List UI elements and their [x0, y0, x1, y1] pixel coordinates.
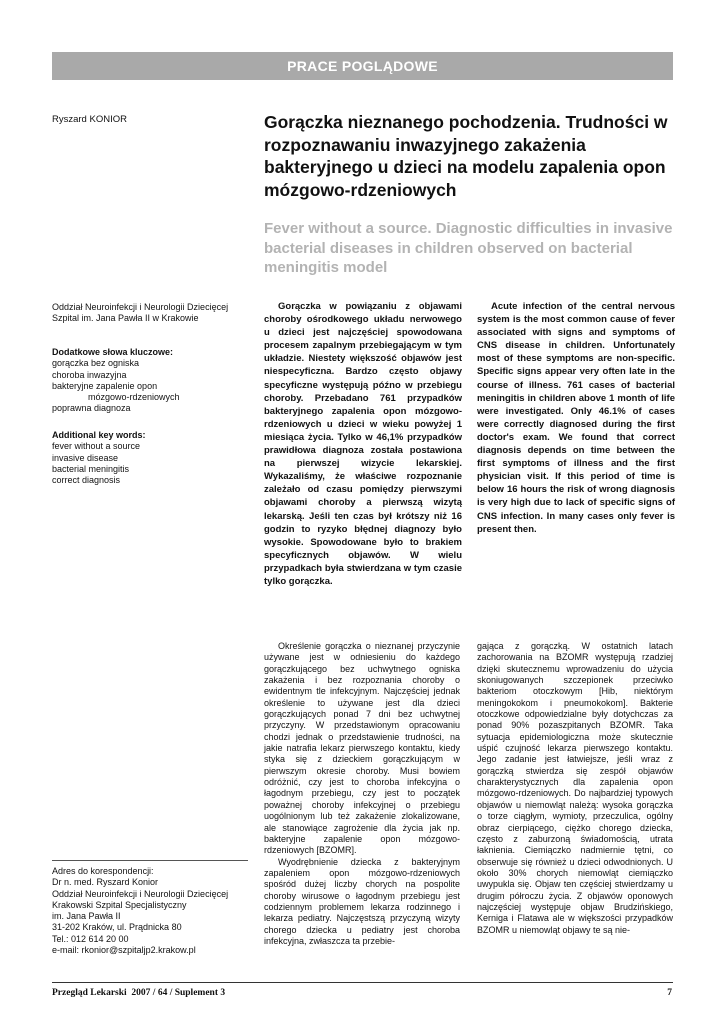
- keyword-item: choroba inwazyjna: [52, 369, 127, 380]
- author-name: Ryszard KONIOR: [52, 114, 127, 125]
- page-number: 7: [667, 988, 672, 998]
- keyword-item: bakteryjne zapalenie opon: [52, 380, 158, 391]
- correspondence-line: im. Jana Pawła II: [52, 911, 121, 922]
- footer-divider: [52, 982, 673, 983]
- keyword-item: bacterial meningitis: [52, 463, 130, 474]
- keywords-en-heading: Additional key words:: [52, 430, 146, 440]
- correspondence-line: Dr n. med. Ryszard Konior: [52, 877, 159, 888]
- article-title-en: Fever without a source. Diagnostic difficulties in invasive bacterial diseases in children observed on bacterial meningitis model: [264, 220, 673, 276]
- correspondence-address: [52, 866, 248, 956]
- keyword-item: fever without a source: [52, 441, 141, 452]
- affiliation-line: Szpital im. Jana Pawła II w Krakowie: [52, 313, 199, 324]
- correspondence-line: Oddział Neuroinfekcji i Neurologii Dziecięcej: [52, 888, 229, 899]
- body-paragraph: gająca z gorączką. W ostatnich latach zachorowania na BZOMR występują rzadziej dzięki skutecznemu wprowadzeniu do użycia skoniugowanych szczepionek przeciwko bakteriom otoczkowym [Hib, niektórym meningokokom i pneumokokom]. Bakterie otoczkowe odpowiedzialne były dotychczas za ponad 90% pozaszpitanych BZOMR. Taka sytuacja epidemiologiczna może skutecznie uśpić czujność lekarza pierwszego kontaktu. Jego zadanie jest łatwiejsze, jeśli wraz z gorączką stwierdza się zespół objawów charakterystycznych dla zapalenia opon mózgowo-rdzeniowych. Do najbardziej typowych objawów u niemowląt należą: wysoka gorączka o torze ciągłym, wymioty, przeczulica, ogólny obraz cierpiącego, ciężko chorego dziecka, często z zaburzoną świadomością, utrata łaknienia. Ciemiączko nadmiernie tętni, co obserwuje się również u dzieci odwodnionych. U około 30% chorych niemowląt ciemiączko uwypukla się. Objaw ten częściej stwierdzamy u drugim półroczu życia. Z objawów oponowych najczęściej występuje objaw Brudzińskiego, Kerniga i Flatawa ale w większości przypadków BZOMR u niemowląt objawy te są nie-: [477, 641, 673, 935]
- article-title-pl: Gorączka nieznanego pochodzenia. Trudności w rozpoznawaniu inwazyjnego zakażenia bakteryjnego u dzieci na modelu zapalenia opon mózgowo-rdzeniowych: [264, 112, 668, 200]
- correspondence-line: Adres do korespondencji:: [52, 866, 154, 876]
- abstract-pl: [264, 300, 462, 588]
- body-paragraph: Wyodrębnienie dziecka z bakteryjnym zapaleniem opon mózgowo-rdzeniowych spośród dużej liczby chorych na pospolite choroby wirusowe o łagodnym przebiegu jest codziennym problemem lekarza rodzinnego i lekarza pediatry. Najczęstszą przyczyną wizyty chorego dziecka u pediatry jest choroba infekcyjna, zwłaszcza ta przebie-: [264, 856, 460, 946]
- correspondence-divider: [52, 860, 248, 861]
- keyword-item: invasive disease: [52, 452, 119, 463]
- abstract-en-text: Acute infection of the central nervous system is the most common cause of fever associated with signs and symptoms of CNS disease in children. Unfortunately most of these symptoms are non-specific. Specific signs appear very often late in the course of illness. 761 cases of bacterial meningitis in children above 1 month of life were investigated. Only 46.1% of cases were correctly diagnosed during the first doctor's exam. We found that correct diagnosis depends on time between the first symptoms of illness and the first physician visit. If this period of time is below 16 hours the risk of wrong diagnosis is very high due to lack of specific signs of CNS infection. In many cases only fever is present then.: [477, 301, 675, 535]
- affiliation-line: Oddział Neuroinfekcji i Neurologii Dziecięcej: [52, 302, 229, 312]
- keyword-item: correct diagnosis: [52, 475, 121, 486]
- correspondence-line: Tel.: 012 614 20 00: [52, 933, 129, 944]
- keyword-item: mózgowo-rdzeniowych: [88, 392, 180, 403]
- journal-citation: Przegląd Lekarski 2007 / 64 / Suplement 3: [52, 988, 226, 998]
- keywords-pl: [52, 347, 248, 415]
- correspondence-line: Krakowski Szpital Specjalistyczny: [52, 899, 187, 910]
- abstract-en: [477, 300, 675, 536]
- keywords-pl-heading: Dodatkowe słowa kluczowe:: [52, 347, 174, 357]
- abstract-pl-text: Gorączka w powiązaniu z objawami choroby ośrodkowego układu nerwowego u dzieci jest najczęściej spowodowana procesem zapalnym przebiegającym w tym układzie. Niestety większość objawów jest niespecyficzna. Bardzo często objawy specyficzne występują późno w przebiegu choroby. Przebadano 761 przypadków bakteryjnego zapalenia opon mózgowo-rdzeniowych u dzieci w wieku powyżej 1 miesiąca życia. Tylko w 46,1% przypadków prawidłowa diagnoza została postawiona na pierwszej wizycie lekarskiej. Wykazaliśmy, że właściwe rozpoznanie zależało od czasu pomiędzy pierwszymi objawami choroby a pierwszą wizytą lekarską. Jeśli ten czas był krótszy niż 16 godzin to ryzyko błędnej diagnozy było wysokie. Spowodowane było to brakiem specyficznych objawów. W wielu przypadkach była stwierdzana w tym czasie tylko gorączka.: [264, 301, 462, 587]
- body-column-right: [477, 641, 673, 936]
- keyword-item: poprawna diagnoza: [52, 403, 131, 414]
- keyword-item: gorączka bez ogniska: [52, 358, 140, 369]
- section-banner: PRACE POGLĄDOWE: [52, 52, 673, 80]
- correspondence-line: 31-202 Kraków, ul. Prądnicka 80: [52, 922, 182, 933]
- body-paragraph: Określenie gorączka o nieznanej przyczynie używane jest w odniesieniu do każdego gorączkującego bez uchwytnego ogniska zakażenia i bez rozpoznania choroby o ewidentnym tle infekcyjnym. Najczęściej jednak określenie to używane jest dla dzieci gorączkujących ponad 7 dni bez uchwytnej przyczyny. W przedstawionym opracowaniu chodzi jednak o przedstawienie trudności, na jakie natrafia lekarz pierwszego kontaktu, kiedy styka się z dzieckiem gorączkującym w pierwszym okresie choroby. Musi bowiem odróżnić, czy jest to choroba infekcyjna o łagodnym przebiegu, czy jest to początek poważnej choroby infekcyjnej o przebiegu uogólnionym lub też zakażenie zlokalizowane, ale stanowiące zagrożenie dla życia jak np. bakteryjne zapalenie opon mózgowo-rdzeniowych [BZOMR].: [264, 641, 460, 856]
- affiliation: [52, 302, 248, 325]
- body-column-left: [264, 641, 460, 947]
- correspondence-line: e-mail: rkonior@szpitaljp2.krakow.pl: [52, 945, 196, 956]
- keywords-en: [52, 430, 248, 486]
